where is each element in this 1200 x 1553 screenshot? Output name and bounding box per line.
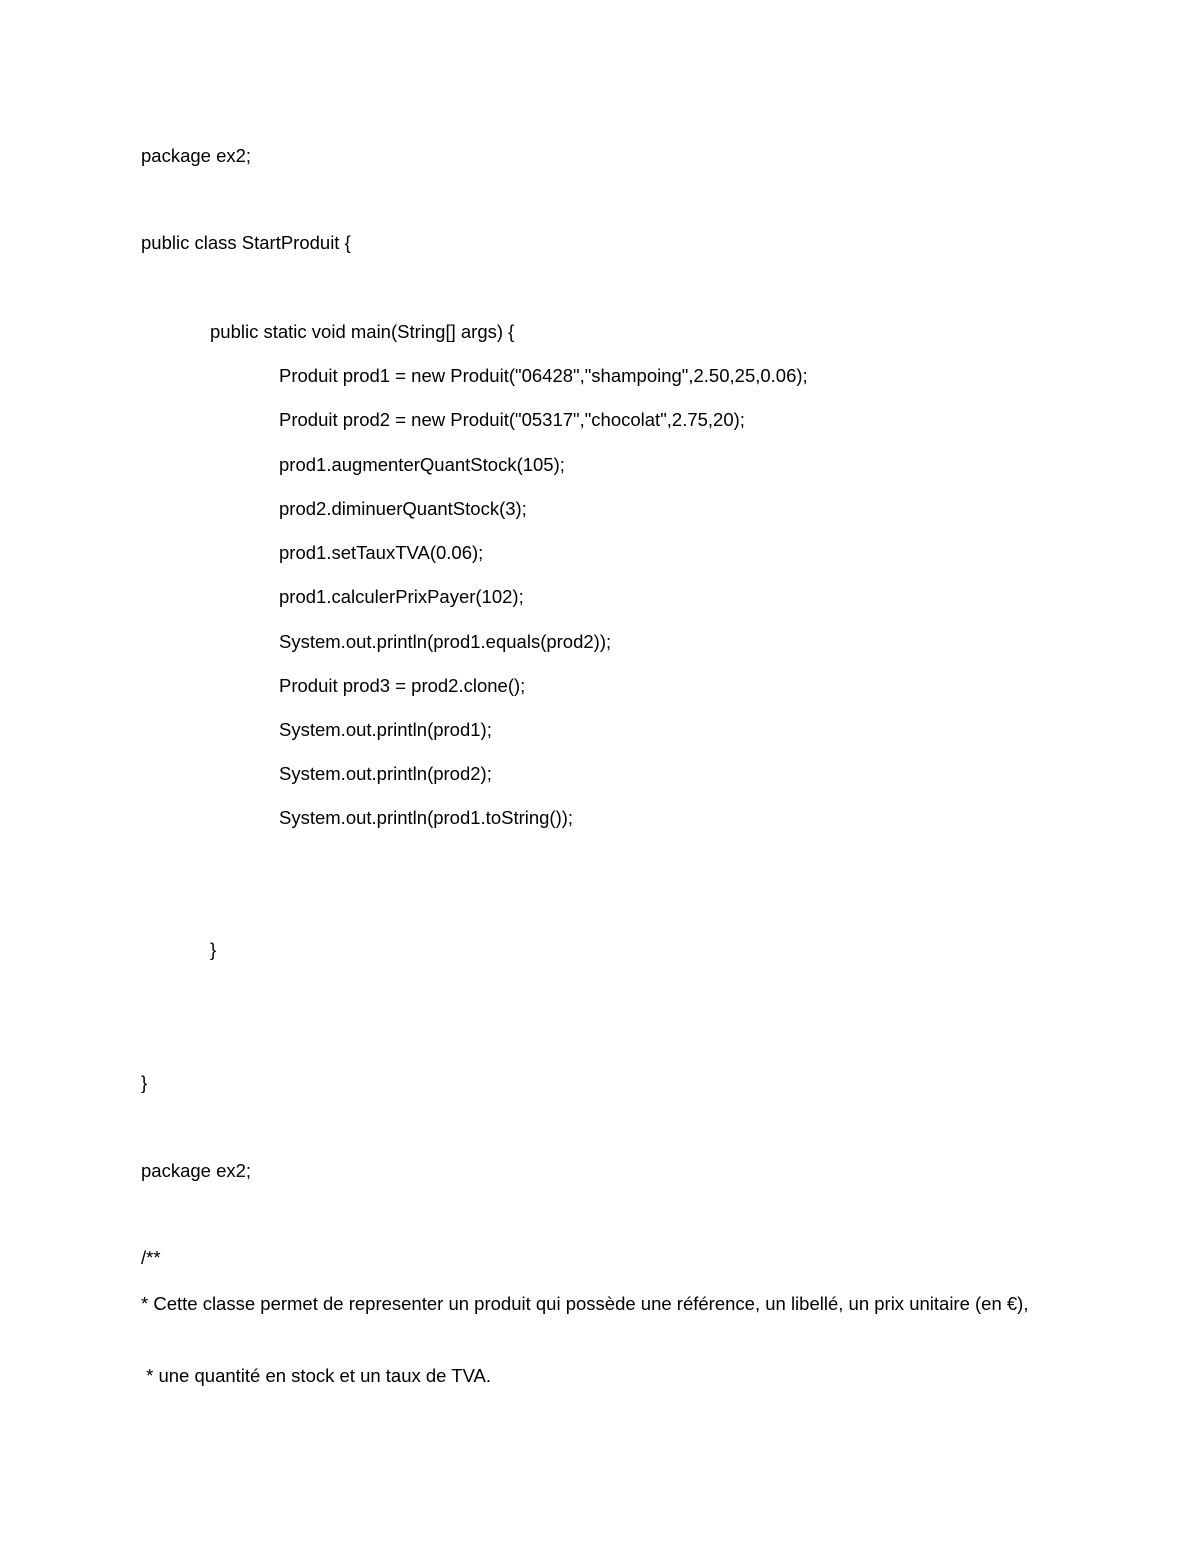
code-line: Produit prod2 = new Produit("05317","chocolat",2.75,20);	[279, 409, 745, 430]
code-line: prod1.setTauxTVA(0.06);	[279, 542, 484, 563]
code-line: System.out.println(prod1.toString());	[279, 807, 574, 828]
class-close-brace: }	[141, 1072, 148, 1093]
code-line: Produit prod1 = new Produit("06428","shampoing",2.50,25,0.06);	[279, 365, 808, 386]
main-method-declaration: public static void main(String[] args) {	[210, 321, 515, 342]
code-line: prod1.calculerPrixPayer(102);	[279, 586, 524, 607]
javadoc-line: * une quantité en stock et un taux de TVA.	[141, 1365, 492, 1386]
code-line: System.out.println(prod1);	[279, 719, 492, 740]
package-declaration-2: package ex2;	[141, 1160, 252, 1181]
javadoc-line: * Cette classe permet de representer un produit qui possède une référence, un libellé, un prix unitaire (en €),	[141, 1293, 1029, 1314]
javadoc-open: /**	[141, 1247, 161, 1268]
class-declaration: public class StartProduit {	[141, 232, 351, 253]
code-line: System.out.println(prod1.equals(prod2));	[279, 631, 612, 652]
code-line: Produit prod3 = prod2.clone();	[279, 675, 526, 696]
code-line: prod1.augmenterQuantStock(105);	[279, 454, 565, 475]
code-line: System.out.println(prod2);	[279, 763, 492, 784]
main-method-close-brace: }	[210, 939, 217, 960]
package-declaration: package ex2;	[141, 145, 252, 166]
code-line: prod2.diminuerQuantStock(3);	[279, 498, 527, 519]
